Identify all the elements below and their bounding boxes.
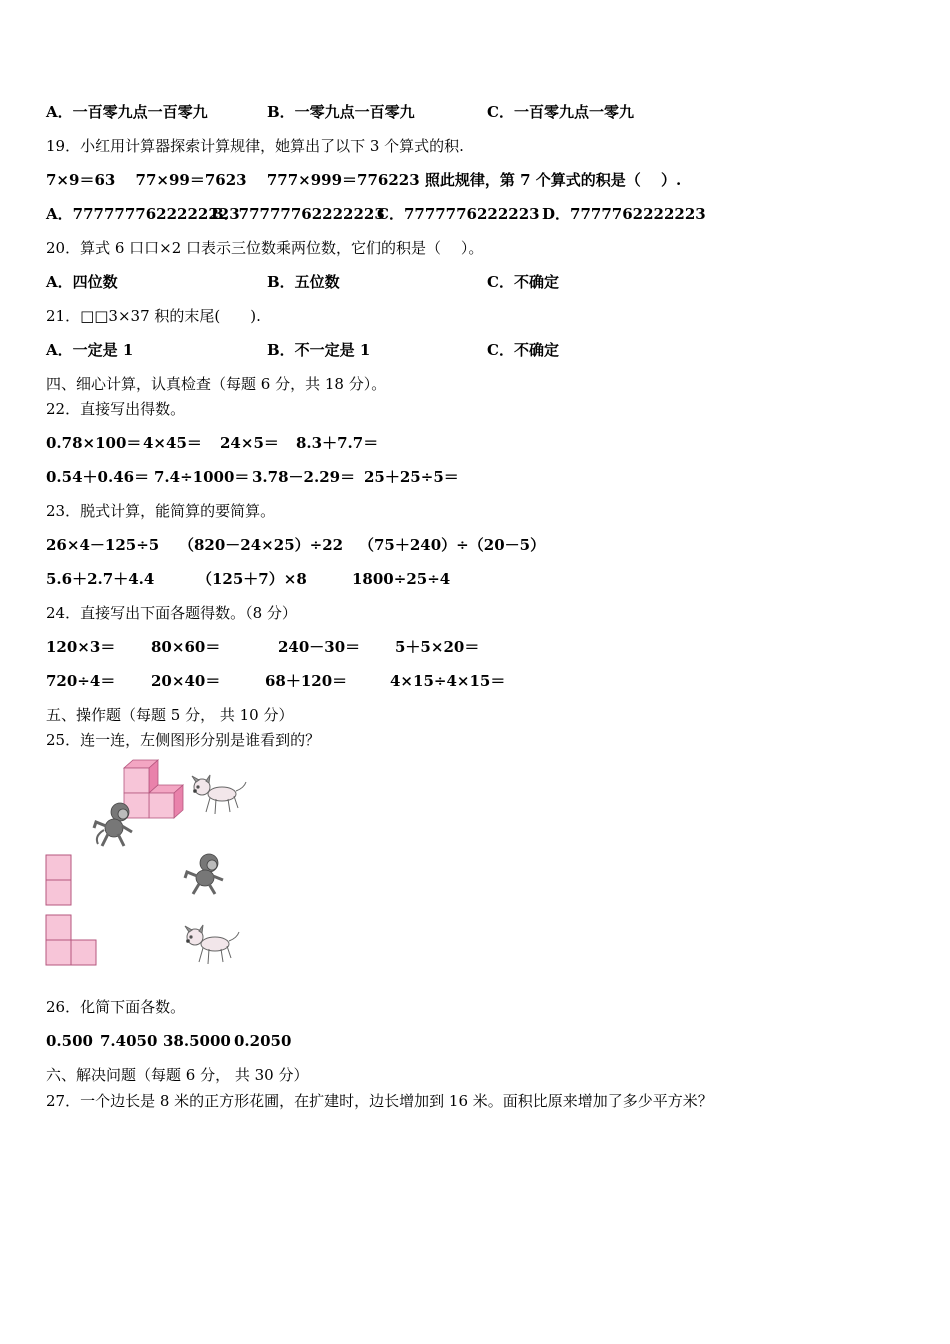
q20-option-a[interactable]: A．四位数 <box>46 273 118 291</box>
dog-icon[interactable] <box>181 922 241 968</box>
q18-option-c[interactable]: C．一百零九点一零九 <box>487 103 634 121</box>
shape-view-two-squares[interactable] <box>45 854 73 908</box>
q26-stem: 26．化简下面各数。 <box>46 998 186 1016</box>
monkey-icon[interactable] <box>183 852 227 898</box>
shape-view-l-shape[interactable] <box>45 914 99 968</box>
q25-stem: 25．连一连，左侧图形分别是谁看到的？ <box>46 731 321 749</box>
q19-option-a[interactable]: A．7777777622222223 <box>46 205 240 223</box>
q19-option-d[interactable]: D．7777762222223 <box>542 205 706 223</box>
q18-option-a[interactable]: A．一百零九点一百零九 <box>46 103 208 121</box>
q21-option-a[interactable]: A．一定是 1 <box>46 341 134 359</box>
q19-option-b[interactable]: B．77777762222223 <box>211 205 385 223</box>
q22-stem: 22．直接写出得数。 <box>46 400 186 418</box>
q20-option-c[interactable]: C．不确定 <box>487 273 559 291</box>
q23-item: 1800÷25÷4 <box>352 570 451 588</box>
q26-value: 0.500 <box>46 1032 93 1050</box>
q23-item: 26×4－125÷5 <box>46 536 160 554</box>
q19-pattern: 7×9＝63 77×99＝7623 777×999＝776223 照此规律，第 7 个算式的积是（ ）. <box>46 171 682 189</box>
q19-stem: 19．小红用计算器探索计算规律，她算出了以下 3 个算式的积. <box>46 137 464 155</box>
q24-item: 4×15÷4×15＝ <box>390 672 506 690</box>
q21-option-c[interactable]: C．不确定 <box>487 341 559 359</box>
q23-item: （75＋240）÷（20－5） <box>359 536 546 554</box>
q22-item: 3.78－2.29＝ <box>252 468 356 486</box>
q22-item: 24×5＝ <box>220 434 279 452</box>
q22-item: 0.54＋0.46＝ <box>46 468 150 486</box>
q26-value: 38.5000 <box>163 1032 231 1050</box>
q24-stem: 24．直接写出下面各题得数。（8 分） <box>46 604 297 622</box>
q26-value: 0.2050 <box>234 1032 292 1050</box>
dog-icon <box>188 772 248 818</box>
q18-option-b[interactable]: B．一零九点一百零九 <box>267 103 415 121</box>
q22-item: 7.4÷1000＝ <box>154 468 250 486</box>
q21-option-b[interactable]: B．不一定是 1 <box>267 341 371 359</box>
section-4-heading: 四、细心计算，认真检查（每题 6 分，共 18 分）。 <box>46 375 387 393</box>
q23-item: （125＋7）×8 <box>197 570 307 588</box>
q22-item: 0.78×100＝ <box>46 434 142 452</box>
q22-item: 4×45＝ <box>143 434 202 452</box>
q23-item: （820－24×25）÷22 <box>179 536 344 554</box>
q21-stem: 21．□□3×37 积的末尾( ). <box>46 307 261 325</box>
q24-item: 120×3＝ <box>46 638 116 656</box>
q24-item: 5＋5×20＝ <box>395 638 480 656</box>
section-6-heading: 六、解决问题（每题 6 分， 共 30 分） <box>46 1066 309 1084</box>
q24-item: 68＋120＝ <box>265 672 348 690</box>
q23-item: 5.6＋2.7＋4.4 <box>46 570 155 588</box>
monkey-icon <box>92 800 136 852</box>
q22-item: 25＋25÷5＝ <box>364 468 459 486</box>
q20-option-b[interactable]: B．五位数 <box>267 273 340 291</box>
q26-value: 7.4050 <box>100 1032 158 1050</box>
q24-item: 80×60＝ <box>151 638 221 656</box>
section-5-heading: 五、操作题（每题 5 分， 共 10 分） <box>46 706 294 724</box>
q23-stem: 23．脱式计算，能简算的要简算。 <box>46 502 276 520</box>
q24-item: 240－30＝ <box>278 638 361 656</box>
q24-item: 720÷4＝ <box>46 672 116 690</box>
q19-option-c[interactable]: C．7777776222223 <box>377 205 540 223</box>
q20-stem: 20．算式 6 口口×2 口表示三位数乘两位数，它们的积是（ ）。 <box>46 239 484 257</box>
q24-item: 20×40＝ <box>151 672 221 690</box>
q22-item: 8.3＋7.7＝ <box>296 434 379 452</box>
q27-stem: 27．一个边长是 8 米的正方形花圃，在扩建时，边长增加到 16 米。面积比原来增加了多少平方米？ <box>46 1092 713 1110</box>
